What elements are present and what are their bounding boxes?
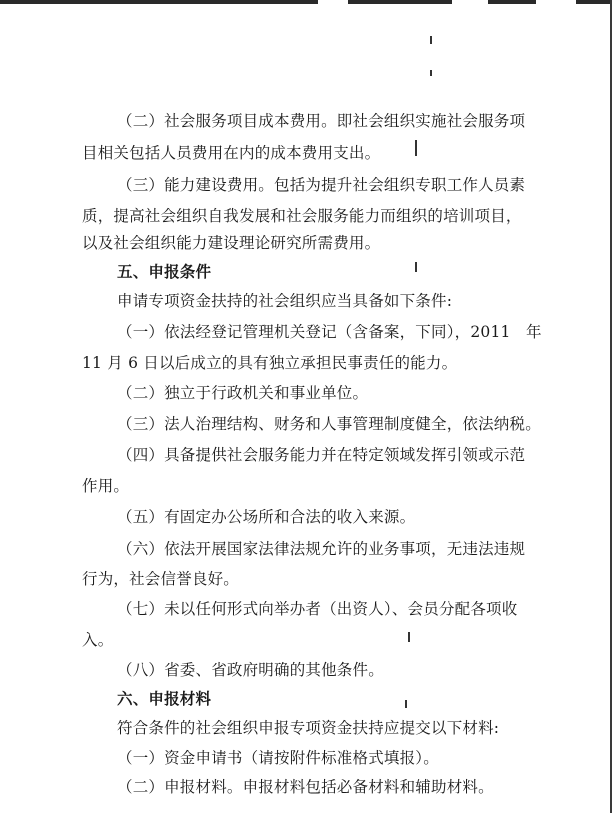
- scan-speck: [415, 262, 417, 272]
- section-heading-5: 五、申报条件: [117, 263, 212, 281]
- scan-speck: [430, 70, 432, 76]
- paragraph-line: 行为，社会信誉良好。: [82, 570, 240, 588]
- scan-speck: [415, 140, 417, 156]
- paragraph-line: （四）具备提供社会服务能力并在特定领域发挥引领或示范: [117, 446, 526, 464]
- paragraph-line: 申请专项资金扶持的社会组织应当具备如下条件:: [117, 292, 453, 310]
- scan-speck: [408, 632, 410, 642]
- paragraph-line: 符合条件的社会组织申报专项资金扶持应提交以下材料:: [117, 719, 500, 737]
- paragraph-line: （八）省委、省政府明确的其他条件。: [117, 661, 384, 679]
- paragraph-line: 年: [526, 323, 542, 341]
- paragraph-line: （二）申报材料。申报材料包括必备材料和辅助材料。: [117, 778, 494, 796]
- paragraph-line: [117, 111, 543, 131]
- paragraph-line: （一）资金申请书（请按附件标准格式填报）。: [117, 749, 439, 767]
- paragraph-line: （三）法人治理结构、财务和人事管理制度健全，依法纳税。: [117, 415, 541, 433]
- paragraph-line: 入。: [82, 631, 114, 649]
- section-heading-6: 六、申报材料: [117, 690, 212, 708]
- paragraph-line: （一）依法经登记管理机关登记（含备案，下同），2011: [117, 323, 511, 341]
- paragraph-text: （二）社会服务项目成本费用。即社会组织实施社会服务项: [117, 112, 526, 130]
- paragraph-line: 目相关包括人员费用在内的成本费用支出。: [82, 144, 381, 162]
- paragraph-line: 质，提高社会组织自我发展和社会服务能力而组织的培训项目，: [82, 207, 522, 225]
- paragraph-line: 11 月 6 日以后成立的具有独立承担民事责任的能力。: [82, 354, 458, 372]
- scan-speck: [405, 700, 407, 708]
- paragraph-line: （三）能力建设费用。包括为提升社会组织专职工作人员素: [117, 176, 526, 194]
- scan-top-border: [0, 0, 612, 4]
- scan-speck: [430, 36, 432, 44]
- paragraph-line: （七）未以任何形式向举办者（出资人）、会员分配各项收: [117, 600, 518, 618]
- paragraph-line: （六）依法开展国家法律法规允许的业务事项，无违法违规: [117, 540, 526, 558]
- paragraph-line: 作用。: [82, 477, 130, 495]
- paragraph-line: 以及社会组织能力建设理论研究所需费用。: [82, 234, 381, 252]
- paragraph-line: （二）独立于行政机关和事业单位。: [117, 384, 369, 402]
- paragraph-line: （五）有固定办公场所和合法的收入来源。: [117, 508, 416, 526]
